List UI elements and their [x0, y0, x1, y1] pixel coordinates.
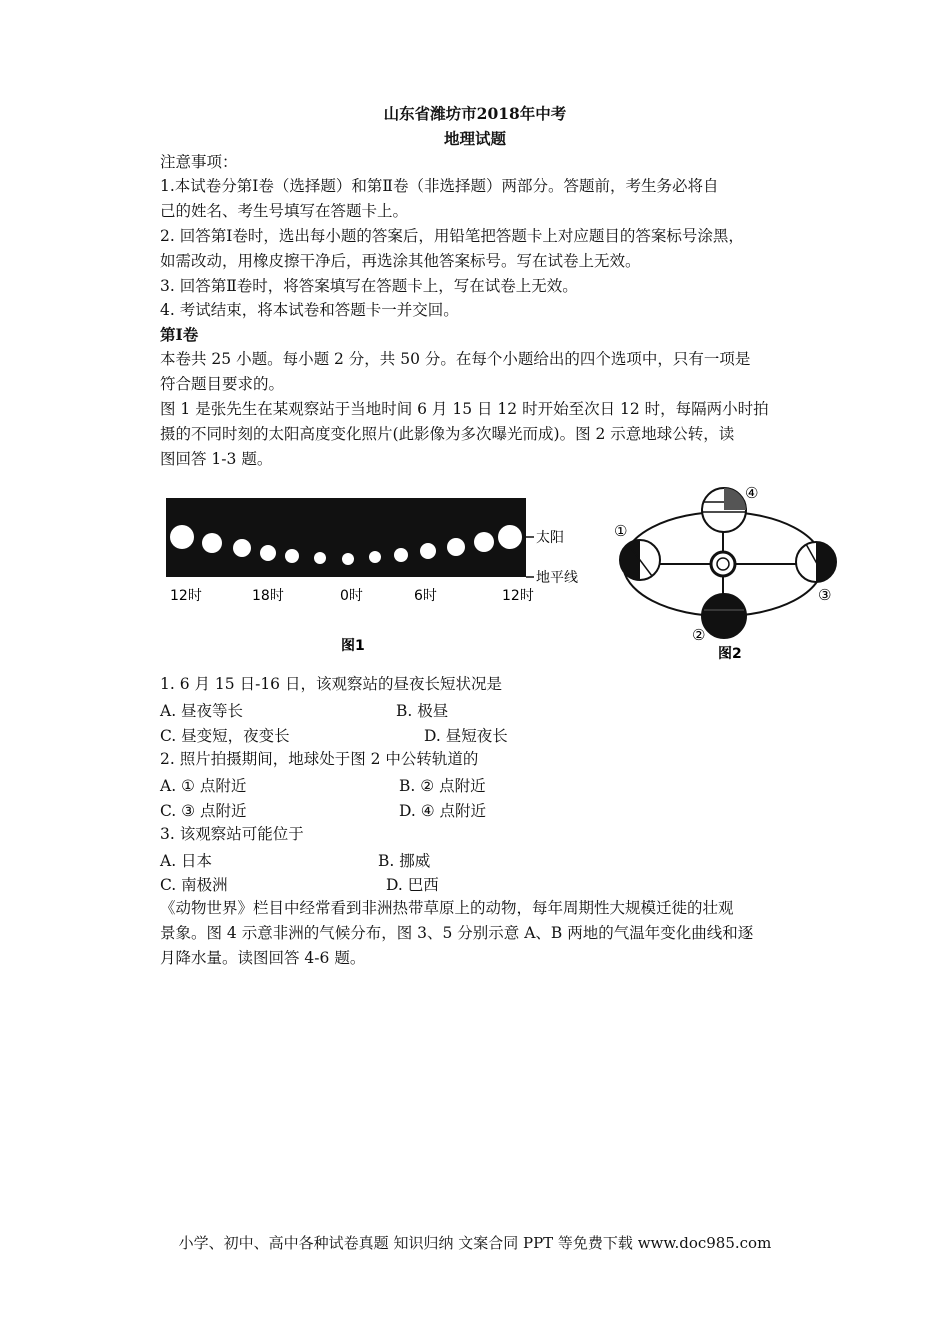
question-stem: 2. 照片拍摄期间，地球处于图 2 中公转轨道的 — [160, 750, 479, 768]
option-b: B. ② 点附近 — [399, 777, 486, 795]
option-d: D. ④ 点附近 — [399, 802, 487, 820]
option-b: B. 挪威 — [378, 852, 431, 870]
time-label: 12时 — [170, 588, 202, 604]
question-stem: 3. 该观察站可能位于 — [160, 825, 304, 843]
passage-line: 摄的不同时刻的太阳高度变化照片(此影像为多次曝光而成)。图 2 示意地球公转，读 — [160, 425, 735, 443]
time-label: 6时 — [414, 588, 437, 604]
sun-dot — [447, 538, 465, 556]
section-title: 第Ⅰ卷 — [160, 325, 199, 344]
option-a: A. 昼夜等长 — [160, 702, 244, 720]
notice-heading: 注意事项： — [160, 153, 238, 171]
position-label: ④ — [745, 484, 759, 502]
passage-line: 景象。图 4 示意非洲的气候分布，图 3、5 分别示意 A、B 两地的气温年变化曲线和逐 — [160, 924, 754, 942]
question-stem: 1. 6 月 15 日-16 日，该观察站的昼夜长短状况是 — [160, 675, 502, 693]
option-c: C. 昼变短，夜变长 — [160, 727, 290, 745]
sun-dot — [342, 553, 354, 565]
notice-line: 2. 回答第Ⅰ卷时，选出每小题的答案后，用铅笔把答题卡上对应题目的答案标号涂黑， — [160, 227, 744, 245]
position-label: ② — [692, 626, 706, 644]
notice-line: 4. 考试结束，将本试卷和答题卡一并交回。 — [160, 301, 459, 319]
sun-dot — [170, 525, 194, 549]
page-footer: 小学、初中、高中各种试卷真题 知识归纳 文案合同 PPT 等免费下载 www.doc985.com — [178, 1234, 772, 1252]
passage-line: 《动物世界》栏目中经常看到非洲热带草原上的动物，每年周期性大规模迁徙的壮观 — [160, 899, 734, 917]
time-label: 12时 — [502, 588, 534, 604]
figure2-caption: 图2 — [718, 646, 742, 662]
figure2-earth-orbit — [600, 478, 850, 668]
sun-dot — [498, 525, 522, 549]
earth-position-4 — [702, 488, 746, 532]
passage-line: 月降水量。读图回答 4-6 题。 — [160, 949, 366, 967]
time-label: 0时 — [340, 588, 363, 604]
sun-dot — [394, 548, 408, 562]
label-sun: 太阳 — [536, 530, 564, 546]
earth-position-3 — [796, 542, 836, 582]
option-a: A. ① 点附近 — [160, 777, 247, 795]
earth-position-2 — [702, 594, 746, 638]
section-intro: 本卷共 25 小题。每小题 2 分，共 50 分。在每个小题给出的四个选项中，只有一项是 — [160, 350, 751, 368]
sun-dot — [369, 551, 381, 563]
sun-dot — [314, 552, 326, 564]
notice-line: 如需改动，用橡皮擦干净后，再选涂其他答案标号。写在试卷上无效。 — [160, 252, 641, 270]
exam-subtitle: 地理试题 — [443, 129, 506, 148]
notice-line: 3. 回答第Ⅱ卷时，将答案填写在答题卡上，写在试卷上无效。 — [160, 277, 578, 295]
sun-dot — [260, 545, 276, 561]
sun-dot — [233, 539, 251, 557]
exam-title: 山东省潍坊市2018年中考 — [383, 104, 567, 123]
section-intro: 符合题目要求的。 — [160, 375, 285, 393]
option-c: C. 南极洲 — [160, 876, 228, 894]
sun-dot — [420, 543, 436, 559]
option-b: B. 极昼 — [396, 702, 449, 720]
sun-dot — [202, 533, 222, 553]
option-c: C. ③ 点附近 — [160, 802, 247, 820]
notice-line: 1.本试卷分第Ⅰ卷（选择题）和第Ⅱ卷（非选择题）两部分。答题前，考生务必将自 — [160, 177, 719, 195]
option-d: D. 巴西 — [386, 876, 439, 894]
option-a: A. 日本 — [160, 852, 213, 870]
time-label: 18时 — [252, 588, 284, 604]
option-d: D. 昼短夜长 — [424, 727, 508, 745]
position-label: ③ — [818, 586, 832, 604]
figure1-caption: 图1 — [341, 638, 365, 654]
notice-line: 己的姓名、考生号填写在答题卡上。 — [160, 202, 409, 220]
label-horizon: 地平线 — [536, 570, 578, 586]
sun-dot — [285, 549, 299, 563]
passage-line: 图回答 1-3 题。 — [160, 450, 273, 468]
earth-position-1 — [620, 540, 660, 580]
figure1-sun-photo — [160, 490, 590, 660]
position-label: ① — [614, 522, 628, 540]
sun-dot — [474, 532, 494, 552]
passage-line: 图 1 是张先生在某观察站于当地时间 6 月 15 日 12 时开始至次日 12 时，每隔两小时拍 — [160, 400, 769, 418]
